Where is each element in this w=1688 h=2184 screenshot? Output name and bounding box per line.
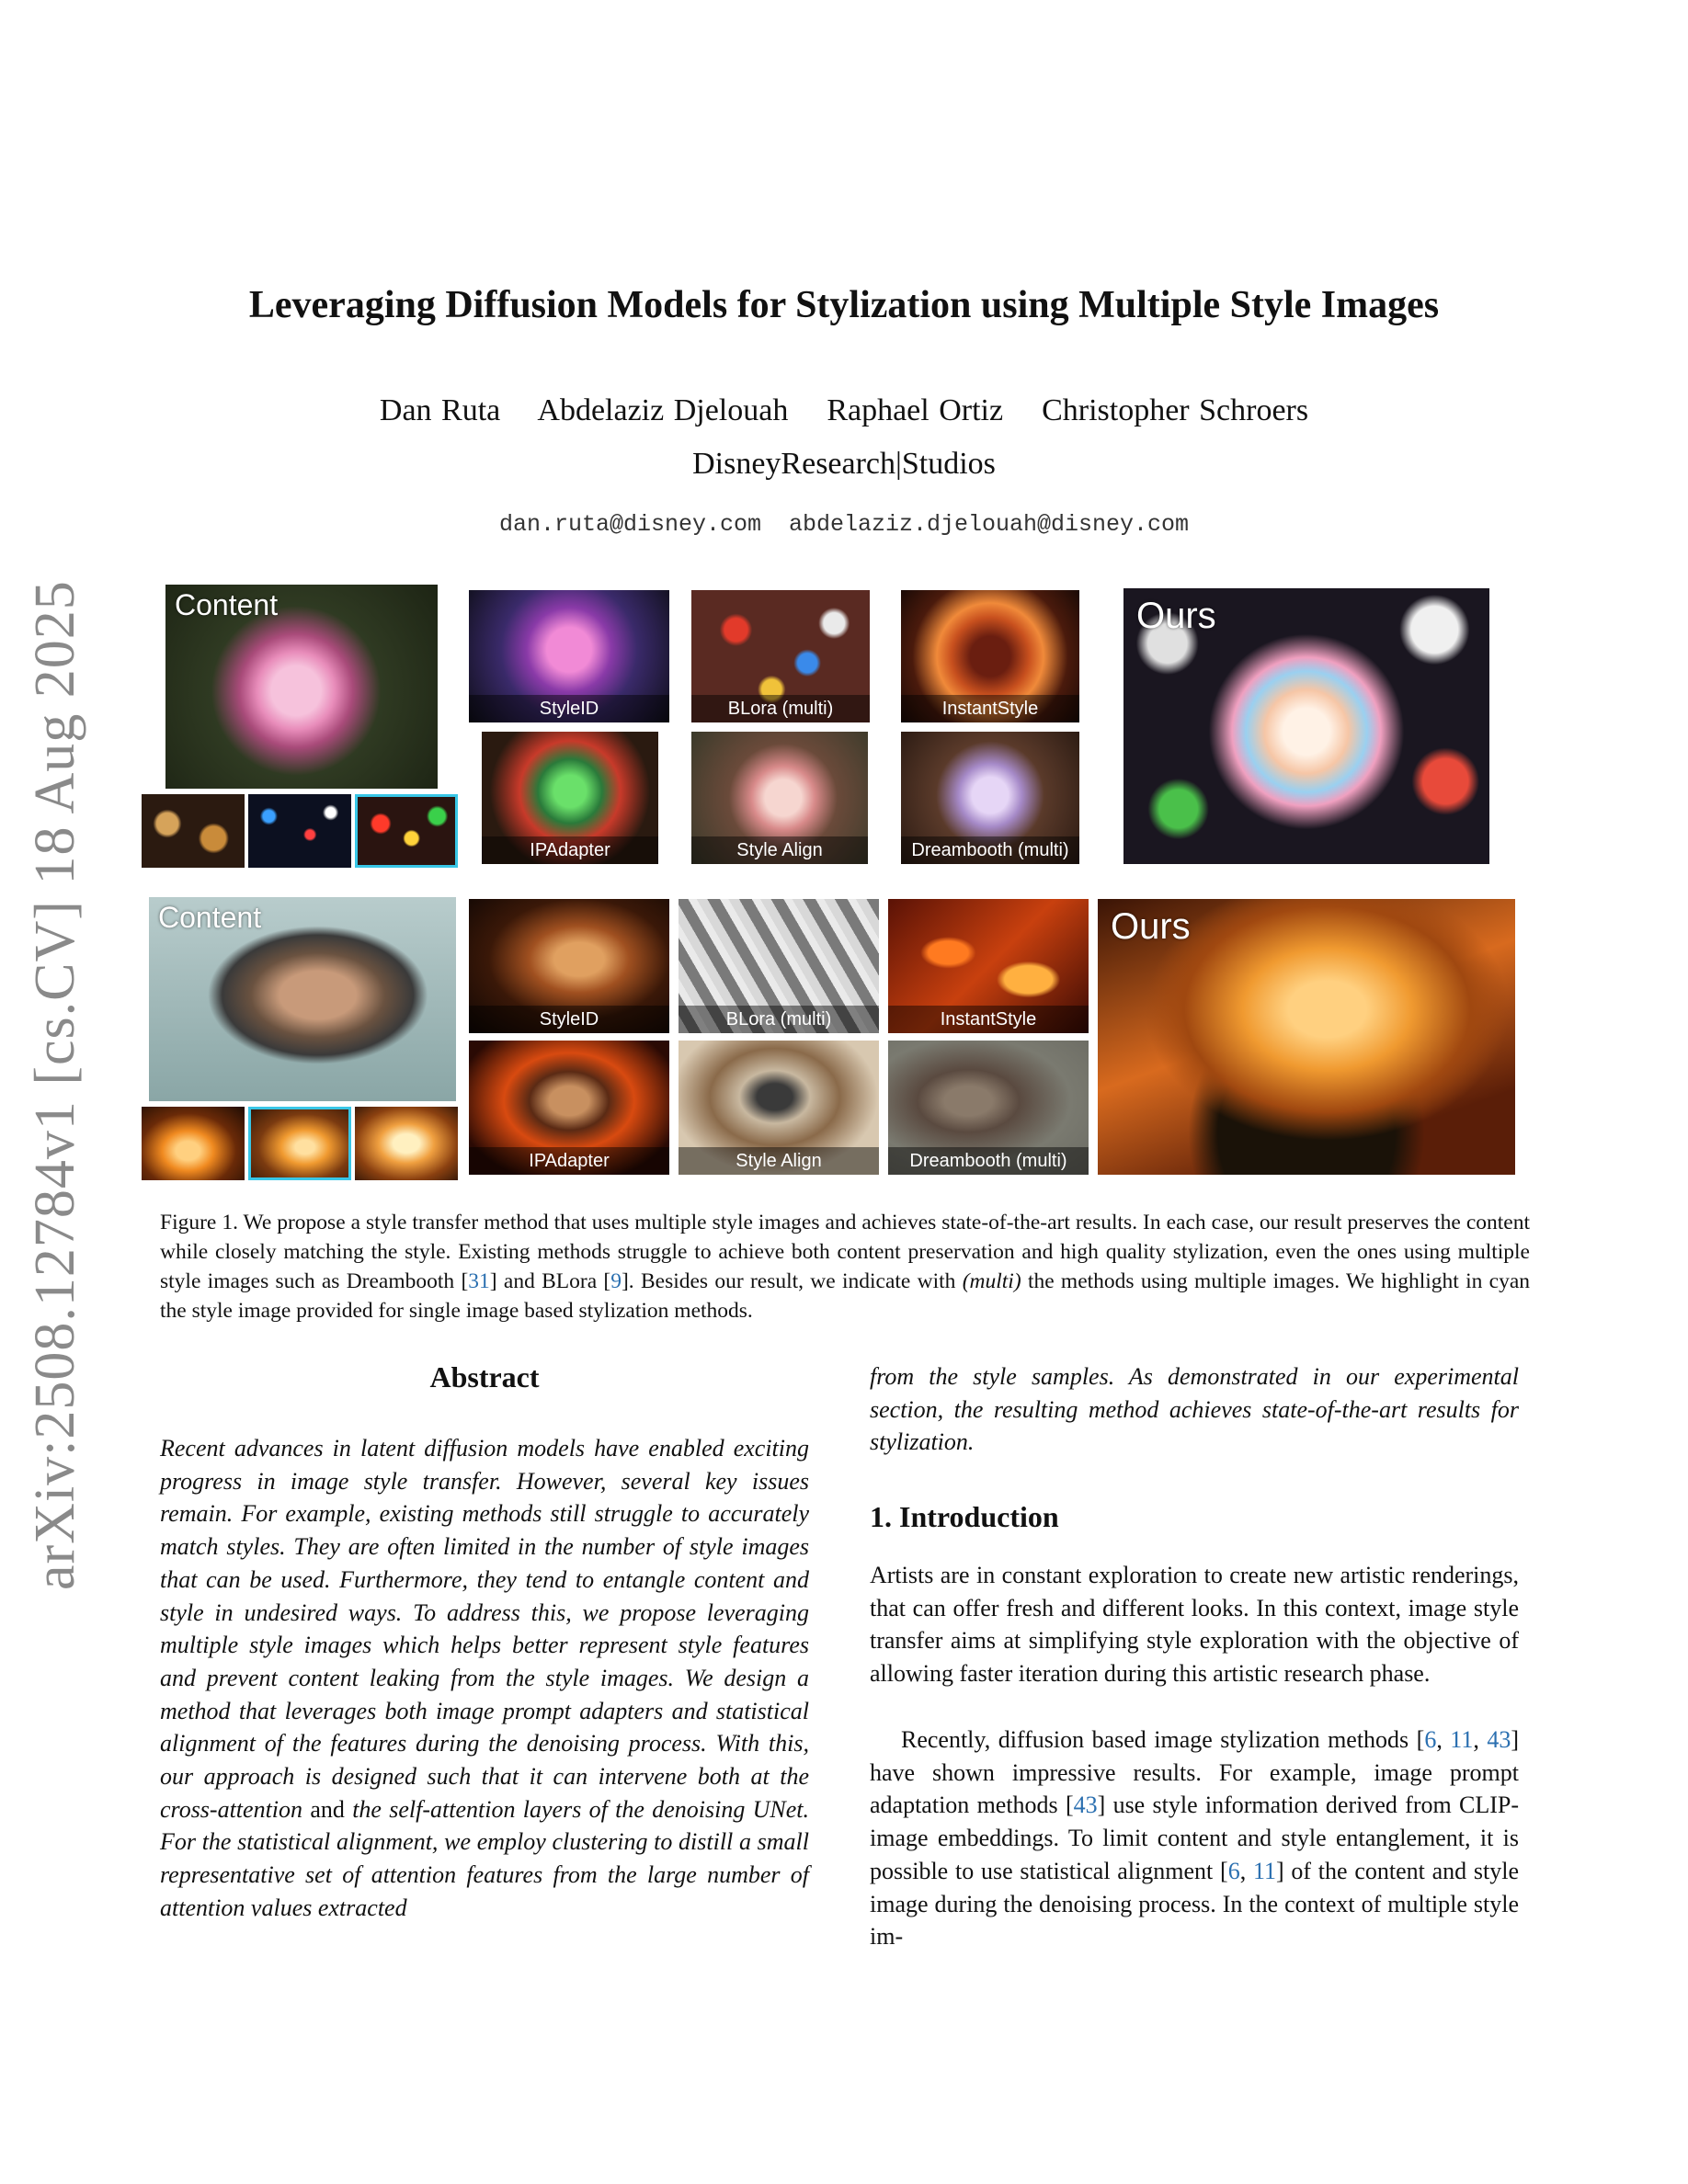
result-stylealign — [691, 732, 868, 864]
intro-paragraph-1: Artists are in constant exploration to create new artistic renderings, that can offer fresh and different looks. In this context, image style transfer aims at simplifying style exploration with the objective of allowing faster iteration during this artistic research phase. — [870, 1562, 1519, 1688]
result-instantstyle — [888, 899, 1089, 1033]
ours-label: Ours — [1111, 906, 1191, 947]
paper-title: Leveraging Diffusion Models for Stylization using Multiple Style Images — [248, 284, 1440, 326]
citation-link[interactable]: 9 — [610, 1269, 622, 1293]
content-label: Content — [175, 588, 279, 621]
method-label: InstantStyle — [888, 1006, 1089, 1033]
method-label: IPAdapter — [482, 836, 658, 864]
style-image-2-highlighted — [248, 1107, 351, 1180]
author-emails: dan.ruta@disney.com abdelaziz.djelouah@disney.com — [498, 511, 1190, 538]
abstract-body — [160, 1432, 809, 1925]
caption-text: ]. Besides our result, we indicate with — [621, 1269, 963, 1293]
method-label: Style Align — [691, 836, 868, 864]
paragraph-text: ] use style information derived from CLIP-image embeddings. To limit content and style entanglement, it is possible to use statistical alignment [ — [870, 1792, 1519, 1884]
result-blora — [691, 590, 870, 722]
result-instantstyle — [901, 590, 1079, 722]
caption-text: the methods using multiple images. We highlight in cyan the style image provided for single image based stylization methods. — [160, 1269, 1531, 1323]
caption-text: ] and BLora [ — [489, 1269, 611, 1293]
affiliation: DisneyResearch|Studios — [692, 447, 996, 481]
citation-link[interactable]: 11 — [1450, 1726, 1474, 1753]
method-label: Dreambooth (multi) — [888, 1147, 1089, 1175]
abstract-text: and — [310, 1795, 345, 1823]
figure-caption — [160, 1208, 1530, 1325]
content-image-man — [149, 897, 456, 1101]
paragraph-text: ] of the content and style image during the denoising process. In the context of multiple style im- — [870, 1857, 1519, 1951]
citation-link[interactable]: 43 — [1073, 1792, 1098, 1819]
result-ipadapter — [482, 732, 658, 864]
method-label: Style Align — [679, 1147, 879, 1175]
result-styleid — [469, 899, 669, 1033]
style-image-1 — [142, 794, 245, 868]
result-dreambooth — [901, 732, 1079, 864]
style-image-2 — [248, 794, 351, 868]
section-heading-introduction: 1. Introduction — [870, 1500, 1059, 1533]
caption-text: Figure 1. We propose a style transfer method that uses multiple style images and achieves state-of-the-art results. In each case, our result preserves the content while closely matching the style. Existing methods struggle to achieve both content preservation and high quality stylization, even the ones using multiple style images such as Dreambooth [ — [160, 1211, 1530, 1293]
result-stylealign — [679, 1041, 879, 1175]
abstract-continuation: from the style samples. As demonstrated in our experimental section, the resulting method achieves state-of-the-art results for stylization. — [870, 1363, 1519, 1455]
style-image-3 — [355, 1107, 458, 1180]
content-image-rose — [165, 585, 438, 789]
paragraph-text: Recently, diffusion based image stylization methods [ — [901, 1726, 1425, 1753]
method-label: InstantStyle — [901, 695, 1079, 722]
paragraph-text: ] have shown impressive results. For example, image prompt adaptation methods [ — [870, 1726, 1519, 1819]
citation-link[interactable]: 31 — [468, 1269, 490, 1293]
abstract-text: the self-attention layers of the denoising UNet. For the statistical alignment, we employ clustering to distill a small representative set of attention features from the large number of attention values extracted — [160, 1795, 810, 1921]
method-label: StyleID — [469, 695, 669, 722]
method-label: BLora (multi) — [679, 1006, 879, 1033]
content-label: Content — [158, 901, 262, 934]
result-ours-rose — [1123, 588, 1489, 864]
result-ipadapter — [469, 1041, 669, 1175]
citation-link[interactable]: 6 — [1424, 1726, 1437, 1753]
citation-link[interactable]: 43 — [1487, 1726, 1511, 1753]
author-list: Dan Ruta Abdelaziz Djelouah Raphael Ortiz Christopher Schroers — [379, 393, 1309, 427]
method-label: BLora (multi) — [691, 695, 870, 722]
method-label: StyleID — [469, 1006, 669, 1033]
citation-link[interactable]: 11 — [1252, 1857, 1276, 1884]
multi-marker: (multi) — [962, 1269, 1021, 1293]
abstract-text: Recent advances in latent diffusion models have enabled exciting progress in image style transfer. However, several key issues remain. For example, existing methods still struggle to accurately match styles. They are often limited in the number of style images that can be used. Furthermore, they tend to entangle content and style in undesired ways. To address this, we propose leveraging multiple style images which helps better represent style features and prevent content leaking from the style images. We design a method that leverages both image prompt adapters and statistical alignment of the features during the denoising process. With this, our approach is designed such that it can intervene both at the cross-attention — [160, 1435, 809, 1823]
ours-label: Ours — [1136, 596, 1216, 636]
abstract-heading: Abstract — [429, 1360, 540, 1393]
method-label: Dreambooth (multi) — [901, 836, 1079, 864]
result-ours-man — [1098, 899, 1515, 1175]
citation-link[interactable]: 6 — [1227, 1857, 1240, 1884]
result-blora — [679, 899, 879, 1033]
intro-paragraph-2: Recently, diffusion based image stylization methods [6, 11, 43] have shown impressive results. For example, image prompt adaptation methods [43] use style information derived from CLIP-image embeddings. To limit content and style entanglement, it is possible to use statistical alignment [6, 11] of the content and style image during the denoising process. In the context of multiple style im- — [870, 1726, 1519, 1951]
result-dreambooth — [888, 1041, 1089, 1175]
style-image-1 — [142, 1107, 245, 1180]
arxiv-identifier: arXiv:2508.12784v1 [cs.CV] 18 Aug 2025 — [24, 580, 86, 1590]
result-styleid — [469, 590, 669, 722]
style-image-3-highlighted — [355, 794, 458, 868]
method-label: IPAdapter — [469, 1147, 669, 1175]
